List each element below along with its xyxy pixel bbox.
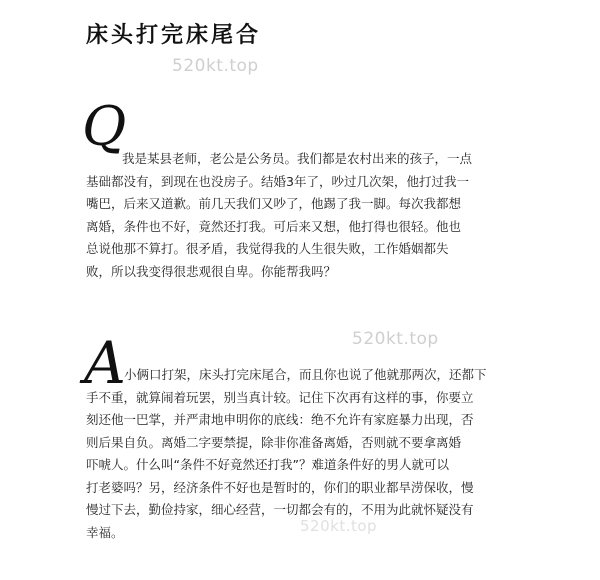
answer-line: 慢过下去，勤俭持家，细心经营，一切都会有的，不用为此就怀疑没有 bbox=[86, 502, 474, 517]
question-line: 败，所以我变得很悲观很自卑。你能帮我吗？ bbox=[86, 263, 337, 279]
answer-line: 小俩口打架，床头打完床尾合，而且你也说了他就那两次，还都下 bbox=[124, 367, 487, 382]
question-line: 基础都没有，到现在也没房子。结婚3年了，吵过几次架，他打过我一 bbox=[86, 173, 469, 189]
article-title: 床头打完床尾合 bbox=[86, 23, 262, 48]
watermark-text: 520kt.top bbox=[172, 56, 259, 76]
watermark-text: 520kt.top bbox=[352, 329, 439, 349]
question-line: 嘴巴，后来又道歉。前几天我们又吵了，他踢了我一脚。每次我都想 bbox=[86, 196, 462, 211]
question-line: 我是某县老师，老公是公务员。我们都是农村出来的孩子，一点 bbox=[122, 151, 473, 166]
answer-line: 刻还他一巴掌，并严肃地申明你的底线：绝不允许有家庭暴力出现，否 bbox=[86, 412, 474, 427]
answer-line: 手不重，就算闹着玩罢，别当真计较。记住下次再有这样的事，你要立 bbox=[86, 389, 474, 405]
answer-drop-cap: A bbox=[84, 329, 126, 397]
answer-line: 幸福。 bbox=[86, 524, 124, 540]
answer-line: 打老婆吗？另，经济条件不好也是暂时的，你们的职业都旱涝保收，慢 bbox=[86, 479, 474, 495]
answer-line: 则后果自负。离婚二字要禁提，除非你准备离婚，否则就不要拿离婚 bbox=[86, 434, 462, 450]
watermark-text: 520kt.top bbox=[300, 517, 378, 535]
question-paragraph bbox=[86, 148, 526, 283]
question-line: 离婚，条件也不好，竟然还打我。可后来又想，他打得也很轻。他也 bbox=[86, 218, 462, 234]
question-line: 总说他那不算打。很矛盾，我觉得我的人生很失败，工作婚姻都失 bbox=[86, 241, 449, 256]
answer-line: 吓唬人。什么叫“条件不好竟然还打我”？难道条件好的男人就可以 bbox=[86, 457, 449, 472]
question-drop-cap: Q bbox=[82, 95, 127, 158]
